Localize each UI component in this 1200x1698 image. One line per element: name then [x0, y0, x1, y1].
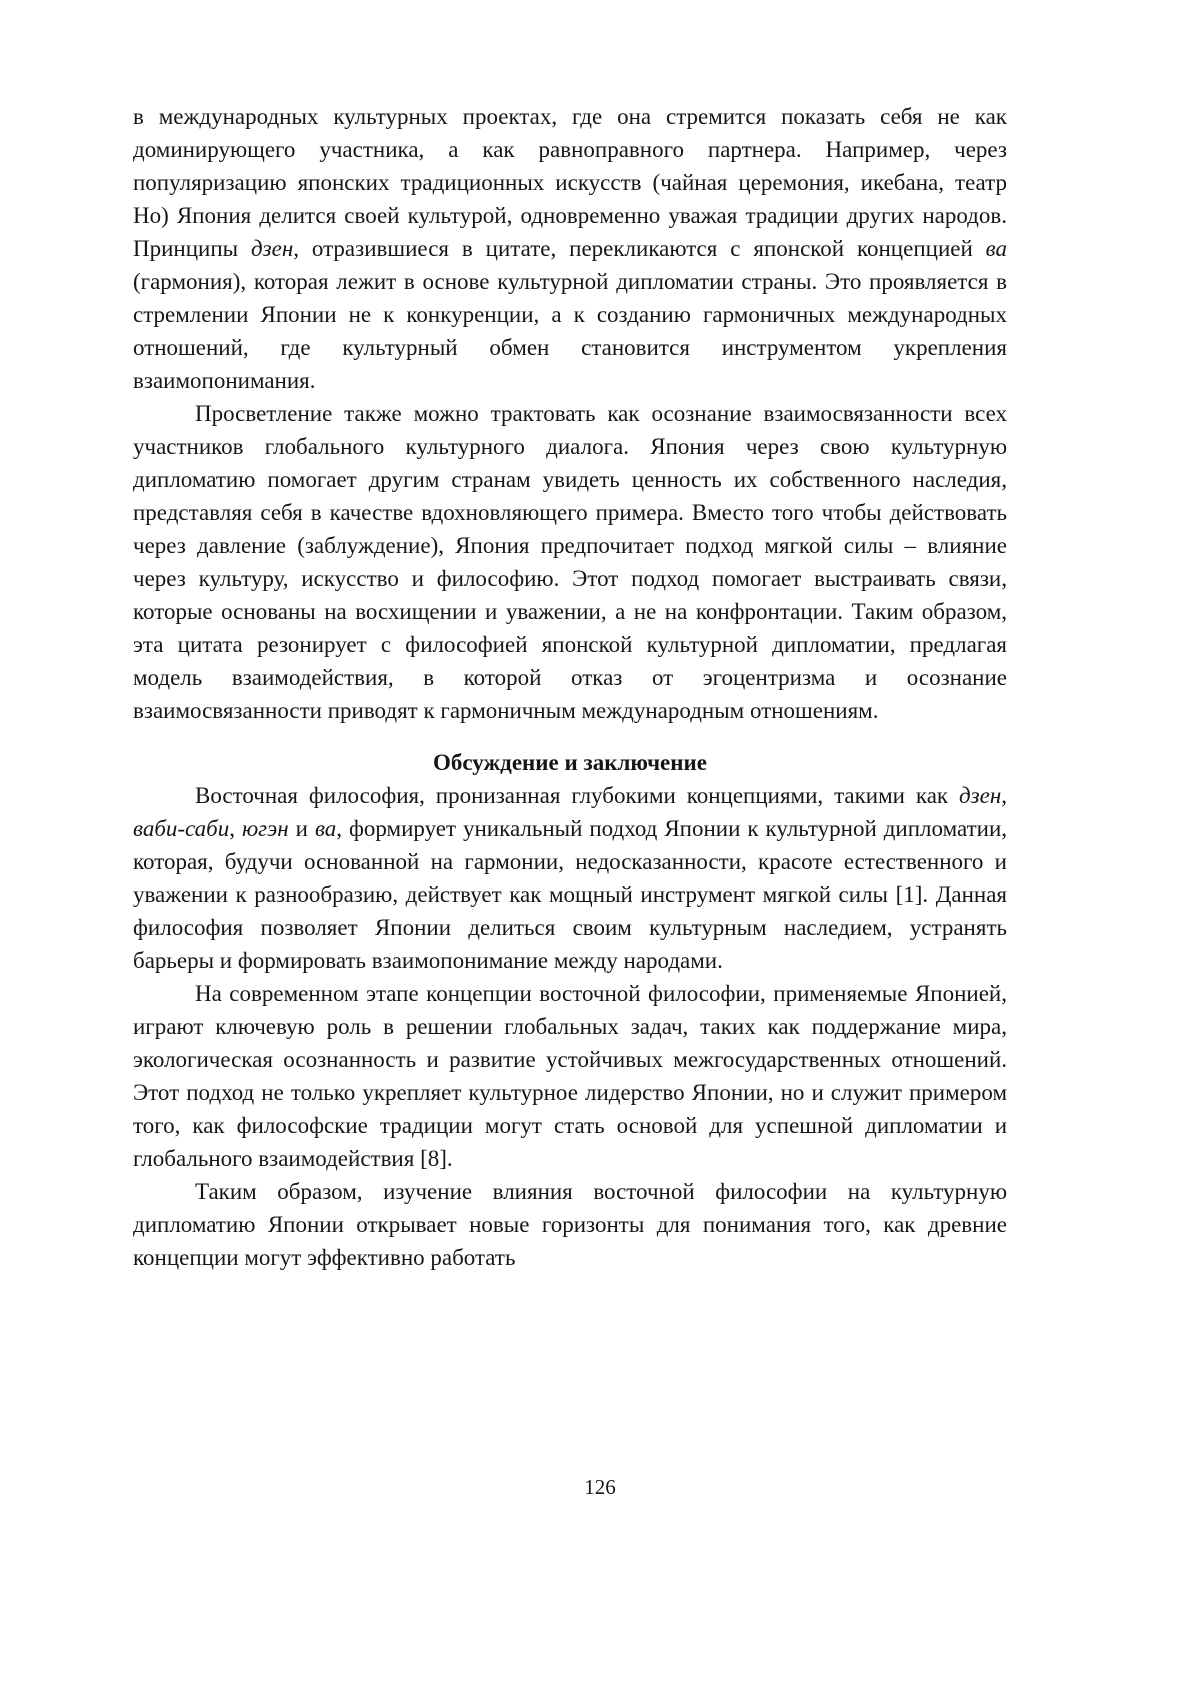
section-heading: Обсуждение и заключение [433, 750, 707, 775]
text-run: (гармония), которая лежит в основе культурной дипломатии страны. Это проявляется в стремлении Японии не к конкуренции, а к созданию гармоничных международных отношений, где культурный обмен становится инструментом укрепления взаимопонимания. [133, 269, 1007, 393]
paragraph-3 [133, 779, 1007, 977]
text-run: в международных культурных проектах, где она стремится показать себя не как доминирующего участника, а как равноправного партнера. Например, через популяризацию японских традиционных искусств (чайная церемония, икебана, театр Но) Япония делится своей культурой, одновременно уважая традиции других народов. Принципы [133, 104, 1007, 261]
italic-term-dzen: дзен [251, 236, 294, 261]
italic-term-yugen: югэн [241, 816, 289, 841]
text-run: , [1001, 783, 1007, 808]
text-run: , формирует уникальный подход Японии к культурной дипломатии, которая, будучи основанной на гармонии, недосказанности, красоте естественного и уважении к разнообразию, действует как мощный инструмент мягкой силы [1]. Данная философия позволяет Японии делиться своим культурным наследием, устранять барьеры и формировать взаимопонимание между народами. [133, 816, 1008, 973]
paragraph-4 [133, 977, 1007, 1175]
italic-term-wa: ва [985, 236, 1007, 261]
paragraph-1 [133, 100, 1007, 397]
italic-term-wabi-sabi: ваби-саби [133, 816, 230, 841]
page-number: 126 [584, 1475, 616, 1499]
paragraph-2 [133, 397, 1007, 727]
text-run: и [288, 816, 315, 841]
text-block [133, 100, 1007, 1274]
text-run: Таким образом, изучение влияния восточной философии на культурную дипломатию Японии открывает новые горизонты для понимания того, как древние концепции могут эффективно работать [133, 1179, 1007, 1270]
text-run: , [229, 816, 242, 841]
paragraph-5 [133, 1175, 1007, 1274]
text-run: Восточная философия, пронизанная глубокими концепциями, такими как [195, 783, 960, 808]
italic-term-wa: ва [314, 816, 337, 841]
text-run: , отразившиеся в цитате, перекликаются с японской концепцией [293, 236, 986, 261]
text-run: Просветление также можно трактовать как осознание взаимосвязанности всех участников глобального культурного диалога. Япония через свою культурную дипломатию помогает другим странам увидеть ценность их собственного наследия, представляя себя в качестве вдохновляющего примера. Вместо того чтобы действовать через давление (заблуждение), Япония предпочитает подход мягкой силы – влияние через культуру, искусство и философию. Этот подход помогает выстраивать связи, которые основаны на восхищении и уважении, а не на конфронтации. Таким образом, эта цитата резонирует с философией японской культурной дипломатии, предлагая модель взаимодействия, в которой отказ от эгоцентризма и осознание взаимосвязанности приводят к гармоничным международным отношениям. [133, 401, 1007, 723]
text-run: На современном этапе концепции восточной философии, применяемые Японией, играют ключевую роль в решении глобальных задач, таких как поддержание мира, экологическая осознанность и развитие устойчивых межгосударственных отношений. Этот подход не только укрепляет культурное лидерство Японии, но и служит примером того, как философские традиции могут стать основой для успешной дипломатии и глобального взаимодействия [8]. [133, 981, 1007, 1171]
italic-term-dzen: дзен [959, 783, 1002, 808]
